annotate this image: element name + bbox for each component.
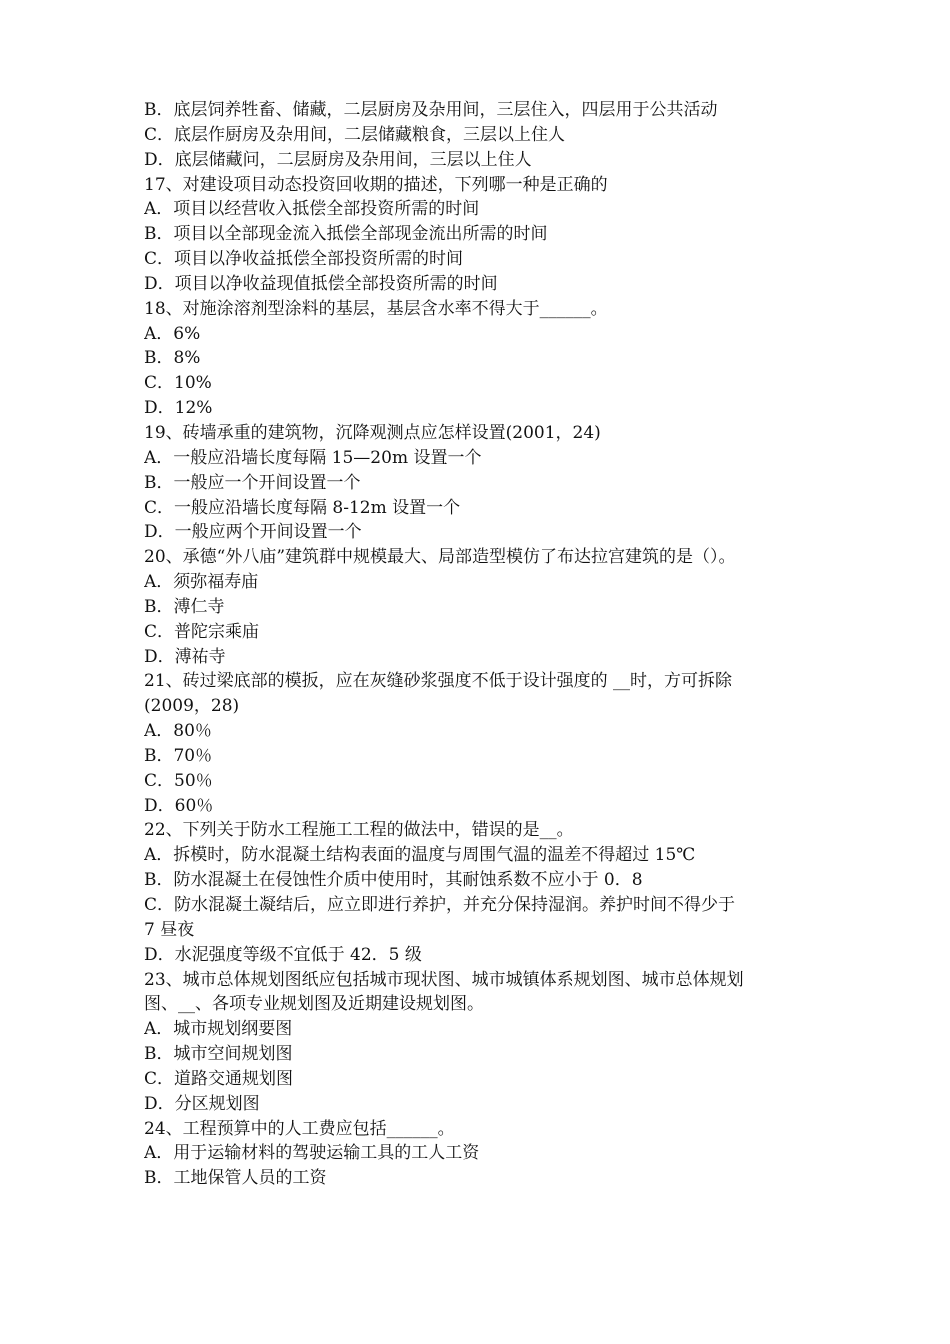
question-line: 22、下列关于防水工程施工工程的做法中，错误的是__。	[144, 820, 574, 841]
option-line: C．普陀宗乘庙	[144, 621, 260, 642]
question-line: 18、对施涂溶剂型涂料的基层，基层含水率不得大于______。	[144, 298, 608, 319]
text-line: B．底层饲养牲畜、储藏，二层厨房及杂用间，三层住入，四层用于公共活动	[144, 100, 718, 120]
option-line: A．一般应沿墙长度每隔 15—20m 设置一个	[144, 447, 482, 468]
question-line: (2009，28)	[144, 696, 240, 717]
option-line: 7 昼夜	[144, 919, 195, 940]
option-line: A．6%	[144, 323, 201, 344]
question-line: 23、城市总体规划图纸应包括城市现状图、城市城镇体系规划图、城市总体规划	[144, 969, 744, 990]
option-line: B．防水混凝土在侵蚀性介质中使用时，其耐蚀系数不应小于 0．8	[144, 870, 643, 891]
question-line: 17、对建设项目动态投资回收期的描述，下列哪一种是正确的	[144, 174, 608, 195]
option-line: B．溥仁寺	[144, 596, 225, 617]
text-line: C．底层作厨房及杂用间，二层储藏粮食，三层以上住人	[144, 124, 566, 145]
option-line: A．拆模时，防水混凝土结构表面的温度与周围气温的温差不得超过 15℃	[144, 845, 696, 866]
question-line: 24、工程预算中的人工费应包括______。	[144, 1118, 455, 1139]
option-line: D．项目以净收益现值抵偿全部投资所需的时间	[144, 273, 498, 294]
option-line: D．60％	[144, 795, 214, 816]
option-line: A．项目以经营收入抵偿全部投资所需的时间	[144, 199, 480, 220]
option-line: D．一般应两个开间设置一个	[144, 522, 362, 543]
option-line: B．一般应一个开间设置一个	[144, 472, 361, 493]
option-line: D．水泥强度等级不宜低于 42．5 级	[144, 944, 422, 965]
question-line: 21、砖过梁底部的模扳，应在灰缝砂浆强度不低于设计强度的 __时，方可拆除	[144, 671, 733, 692]
option-line: C．50％	[144, 770, 213, 791]
option-line: D．溥祐寺	[144, 646, 226, 667]
option-line: D．12%	[144, 398, 213, 419]
option-line: D．分区规划图	[144, 1093, 260, 1114]
question-line: 20、承德“外八庙”建筑群中规模最大、局部造型模仿了布达拉宫建筑的是（）。	[144, 547, 736, 568]
option-line: A．须弥福寿庙	[144, 572, 259, 593]
option-line: C．一般应沿墙长度每隔 8-12m 设置一个	[144, 497, 461, 518]
option-line: C．10%	[144, 373, 212, 394]
option-line: B．工地保管人员的工资	[144, 1168, 327, 1189]
option-line: A．80％	[144, 721, 212, 742]
document-page	[144, 98, 814, 1191]
option-line: B．70％	[144, 745, 213, 766]
option-line: B．项目以全部现金流入抵偿全部现金流出所需的时间	[144, 224, 548, 245]
option-line: B．8%	[144, 348, 201, 369]
text-line: D．底层储藏问，二层厨房及杂用间，三层以上住人	[144, 149, 532, 170]
option-line: C．项目以净收益抵偿全部投资所需的时间	[144, 249, 464, 270]
option-line: A．城市规划纲要图	[144, 1019, 293, 1040]
option-line: A．用于运输材料的驾驶运输工具的工人工资	[144, 1143, 480, 1164]
option-line: B．城市空间规划图	[144, 1044, 293, 1065]
question-line: 图、__、各项专业规划图及近期建设规划图。	[144, 994, 484, 1015]
question-line: 19、砖墙承重的建筑物，沉降观测点应怎样设置(2001，24)	[144, 422, 601, 443]
option-line: C．防水混凝土凝结后，应立即进行养护，并充分保持湿润。养护时间不得少于	[144, 895, 736, 915]
option-line: C．道路交通规划图	[144, 1068, 294, 1089]
